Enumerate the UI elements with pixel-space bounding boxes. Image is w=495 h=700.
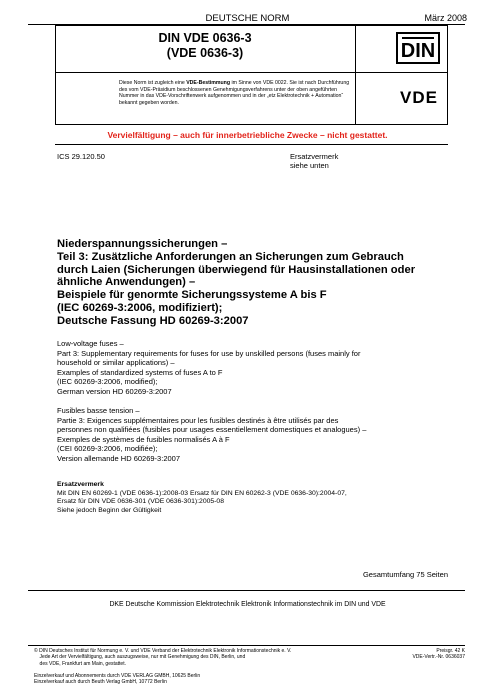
title-english-line: Low-voltage fuses – <box>57 339 124 348</box>
replacement-note-line2: siehe unten <box>290 161 329 170</box>
total-pages-rule <box>28 590 465 591</box>
title-french-line: personnes non qualifiées (fusibles pour usages essentiellement domestiques et analogues) – <box>57 425 367 435</box>
replacement-details <box>57 490 457 515</box>
title-german <box>57 238 457 328</box>
title-french-line: Partie 3: Exigences supplémentaires pour les fusibles destinés à être utilisés par des <box>57 415 339 425</box>
vde-notice-pre: Diese Norm ist zugleich eine <box>119 80 187 86</box>
title-english <box>57 339 457 397</box>
title-english-line: household or similar applications) – <box>57 358 175 368</box>
copyright-line: © DIN Deutsches Institut für Normung e. V. und VDE Verband der Elektrotechnik Elektronik Informationstechnik e. V. <box>34 648 292 654</box>
title-english-line: Part 3: Supplementary requirements for fuses for use by unskilled persons (fuses mainly for <box>57 348 361 358</box>
title-german-line: Niederspannungssicherungen – <box>57 238 228 250</box>
title-french-line: Fusibles basse tension – <box>57 406 140 415</box>
replacement-heading: Ersatzvermerk <box>57 481 104 488</box>
title-french-line: Version allemande HD 60269-3:2007 <box>57 453 180 463</box>
price-group: Preisgr. 42 K <box>436 648 465 654</box>
din-logo <box>396 32 440 64</box>
replacement-note <box>290 152 338 170</box>
ics-code: ICS 29.120.50 <box>57 152 105 161</box>
document-number <box>55 31 355 61</box>
title-french <box>57 406 457 464</box>
copy-warning: Vervielfältigung – auch für innerbetriebliche Zwecke – nicht gestattet. <box>107 130 388 140</box>
replacement-line: Siehe jedoch Beginn der Gültigkeit <box>57 506 162 514</box>
sales-info <box>34 673 364 686</box>
title-block-divider-horizontal <box>55 72 448 73</box>
total-pages: Gesamtumfang 75 Seiten <box>362 570 448 579</box>
title-german-line: Beispiele für genormte Sicherungssysteme A bis F <box>57 289 327 302</box>
document-number-din: DIN VDE 0636-3 <box>158 31 252 45</box>
replacement-note-line1: Ersatzvermerk <box>290 152 339 161</box>
sales-line: Einzelverkauf auch durch Beuth Verlag GmbH, 10772 Berlin <box>34 679 167 686</box>
vde-logo: VDE <box>400 88 438 107</box>
vde-notice-post: im Sinne von VDE 0022. Sie ist nach Durchführung des vom VDE-Präsidium beschlossenen Genehmigungsverfahrens unter der oben angeführten Nummer in das VDE-Vorschriftenwerk aufgenommen und in der „etz Elektrotechnik + Automation“ bekannt gegeben worden. <box>119 80 350 106</box>
din-logo-text: DIN <box>400 40 436 62</box>
title-english-line: Examples of standardized systems of fuses A to F <box>57 367 223 377</box>
title-block-divider-vertical <box>355 25 356 125</box>
document-number-vde: (VDE 0636-3) <box>166 46 244 60</box>
title-french-line: (CEI 60269-3:2006, modifiée); <box>57 444 158 454</box>
vde-notice-bold: VDE-Bestimmung <box>186 80 230 86</box>
replacement-line: Mit DIN EN 60269-1 (VDE 0636-1):2008-03 Ersatz für DIN EN 60262-3 (VDE 0636-30):2004-07, <box>57 490 347 497</box>
copyright-notice <box>34 648 364 667</box>
norm-type-label: DEUTSCHE NORM <box>205 13 290 24</box>
sales-line: Einzelverkauf und Abonnements durch VDE VERLAG GMBH, 10625 Berlin <box>34 673 201 679</box>
title-german-line: Deutsche Fassung HD 60269-3:2007 <box>57 314 249 327</box>
title-german-line: (IEC 60269-3:2006, modifiziert); <box>57 301 223 314</box>
title-german-line: ähnliche Anwendungen) – <box>57 276 196 289</box>
title-german-line: Teil 3: Zusätzliche Anforderungen an Sicherungen zum Gebrauch <box>57 250 404 263</box>
copyright-line: Jede Art der Vervielfältigung, auch auszugsweise, nur mit Genehmigung des DIN, Berlin, und <box>34 654 246 661</box>
footer-rule <box>28 645 465 646</box>
title-french-line: Exemples de systèmes de fusibles normalisés A à F <box>57 434 230 444</box>
title-german-line: durch Laien (Sicherungen überwiegend für Hausinstallationen oder <box>57 263 416 276</box>
replacement-line: Ersatz für DIN VDE 0636-301 (VDE 0636-301):2005-08 <box>57 498 224 506</box>
publication-date: März 2008 <box>424 13 467 23</box>
vde-contract-number: VDE-Vertr.-Nr. 0636037 <box>412 654 465 661</box>
title-english-line: German version HD 60269-3:2007 <box>57 386 172 396</box>
warning-rule <box>55 144 448 145</box>
dke-committee: DKE Deutsche Kommission Elektrotechnik Elektronik Informationstechnik im DIN und VDE <box>109 601 386 608</box>
title-english-line: (IEC 60269-3:2006, modified); <box>57 377 158 387</box>
vde-notice <box>119 80 351 106</box>
price-info <box>412 648 465 661</box>
copyright-line: des VDE, Frankfurt am Main, gestattet. <box>34 660 126 667</box>
din-logo-bar <box>402 37 434 39</box>
